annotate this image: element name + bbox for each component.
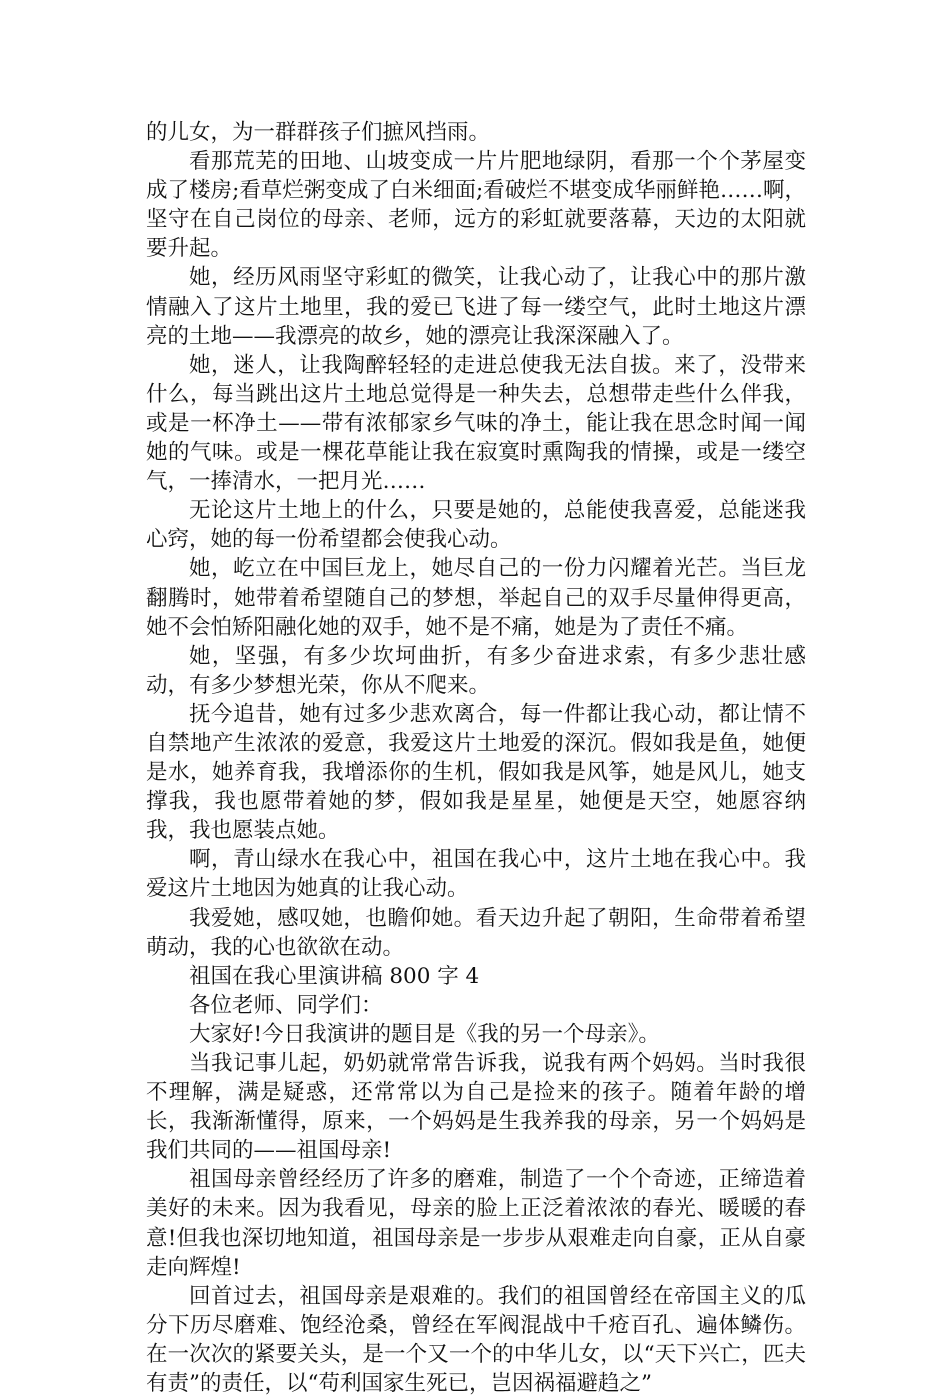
paragraph: 她，坚强，有多少坎坷曲折，有多少奋进求索，有多少悲壮感动，有多少梦想光荣，你从不爬来。 (146, 643, 806, 698)
paragraph: 她，经历风雨坚守彩虹的微笑，让我心动了，让我心中的那片激情融入了这片土地里，我的爱已飞进了每一缕空气，此时土地这片漂亮的土地——我漂亮的故乡，她的漂亮让我深深融入了。 (146, 265, 806, 349)
paragraph: 祖国母亲曾经经历了许多的磨难，制造了一个个奇迹，正缔造着美好的未来。因为我看见，母亲的脸上正泛着浓浓的春光、暖暖的春意!但我也深切地知道，祖国母亲是一步步从艰难走向自豪，正从自豪走向辉煌! (146, 1167, 806, 1280)
paragraph: 的儿女，为一群群孩子们摭风挡雨。 (146, 120, 491, 145)
paragraph: 回首过去，祖国母亲是艰难的。我们的祖国曾经在帝国主义的瓜分下历尽磨难、饱经沧桑，曾经在军阀混战中千疮百孔、遍体鳞伤。在一次次的紧要关头，是一个又一个的中华儿女，以“天下兴亡，匹夫有责”的责任，以“苟利国家生死已，岂因祸福避趋之” (146, 1283, 806, 1397)
paragraph: 抚今追昔，她有过多少悲欢离合，每一件都让我心动，都让情不自禁地产生浓浓的爱意，我爱这片土地爱的深沉。假如我是鱼，她便是水，她养育我，我增添你的生机，假如我是风筝，她是风儿，她支撑我，我也愿带着她的梦，假如我是星星，她便是天空，她愿容纳我，我也愿装点她。 (146, 701, 806, 844)
paragraph: 当我记事儿起，奶奶就常常告诉我，说我有两个妈妈。当时我很不理解，满是疑惑，还常常以为自己是捡来的孩子。随着年龄的增长，我渐渐懂得，原来，一个妈妈是生我养我的母亲，另一个妈妈是我们共同的——祖国母亲! (146, 1051, 806, 1164)
paragraph: 无论这片土地上的什么，只要是她的，总能使我喜爱，总能迷我心窍，她的每一份希望都会使我心动。 (146, 498, 806, 553)
body-text (146, 118, 806, 1398)
section-heading: 祖国在我心里演讲稿 800 字 4 (189, 963, 480, 989)
paragraph: 她，屹立在中国巨龙上，她尽自己的一份力闪耀着光芒。当巨龙翻腾时，她带着希望随自己的梦想，举起自己的双手尽量伸得更高，她不会怕矫阳融化她的双手，她不是不痛，她是为了责任不痛。 (146, 556, 806, 640)
paragraph: 啊，青山绿水在我心中，祖国在我心中，这片土地在我心中。我爱这片土地因为她真的让我心动。 (146, 847, 806, 902)
paragraph: 我爱她，感叹她，也瞻仰她。看天边升起了朝阳，生命带着希望萌动，我的心也欲欲在动。 (146, 905, 806, 960)
paragraph: 看那荒芜的田地、山坡变成一片片肥地绿阴，看那一个个茅屋变成了楼房;看草烂粥变成了白米细面;看破烂不堪变成华丽鲜艳……啊，坚守在自己岗位的母亲、老师，远方的彩虹就要落幕，天边的太阳就要升起。 (146, 149, 806, 262)
paragraph: 大家好!今日我演讲的题目是《我的另一个母亲》。 (189, 1021, 660, 1047)
paragraph: 她，迷人，让我陶醉轻轻的走进总使我无法自拔。来了，没带来什么，每当跳出这片土地总觉得是一种失去，总想带走些什么伴我，或是一杯净土——带有浓郁家乡气味的净土，能让我在思念时闻一闻她的气味。或是一棵花草能让我在寂寞时熏陶我的情操，或是一缕空气，一捧清水，一把月光…… (146, 352, 806, 495)
salutation: 各位老师、同学们： (189, 992, 383, 1018)
